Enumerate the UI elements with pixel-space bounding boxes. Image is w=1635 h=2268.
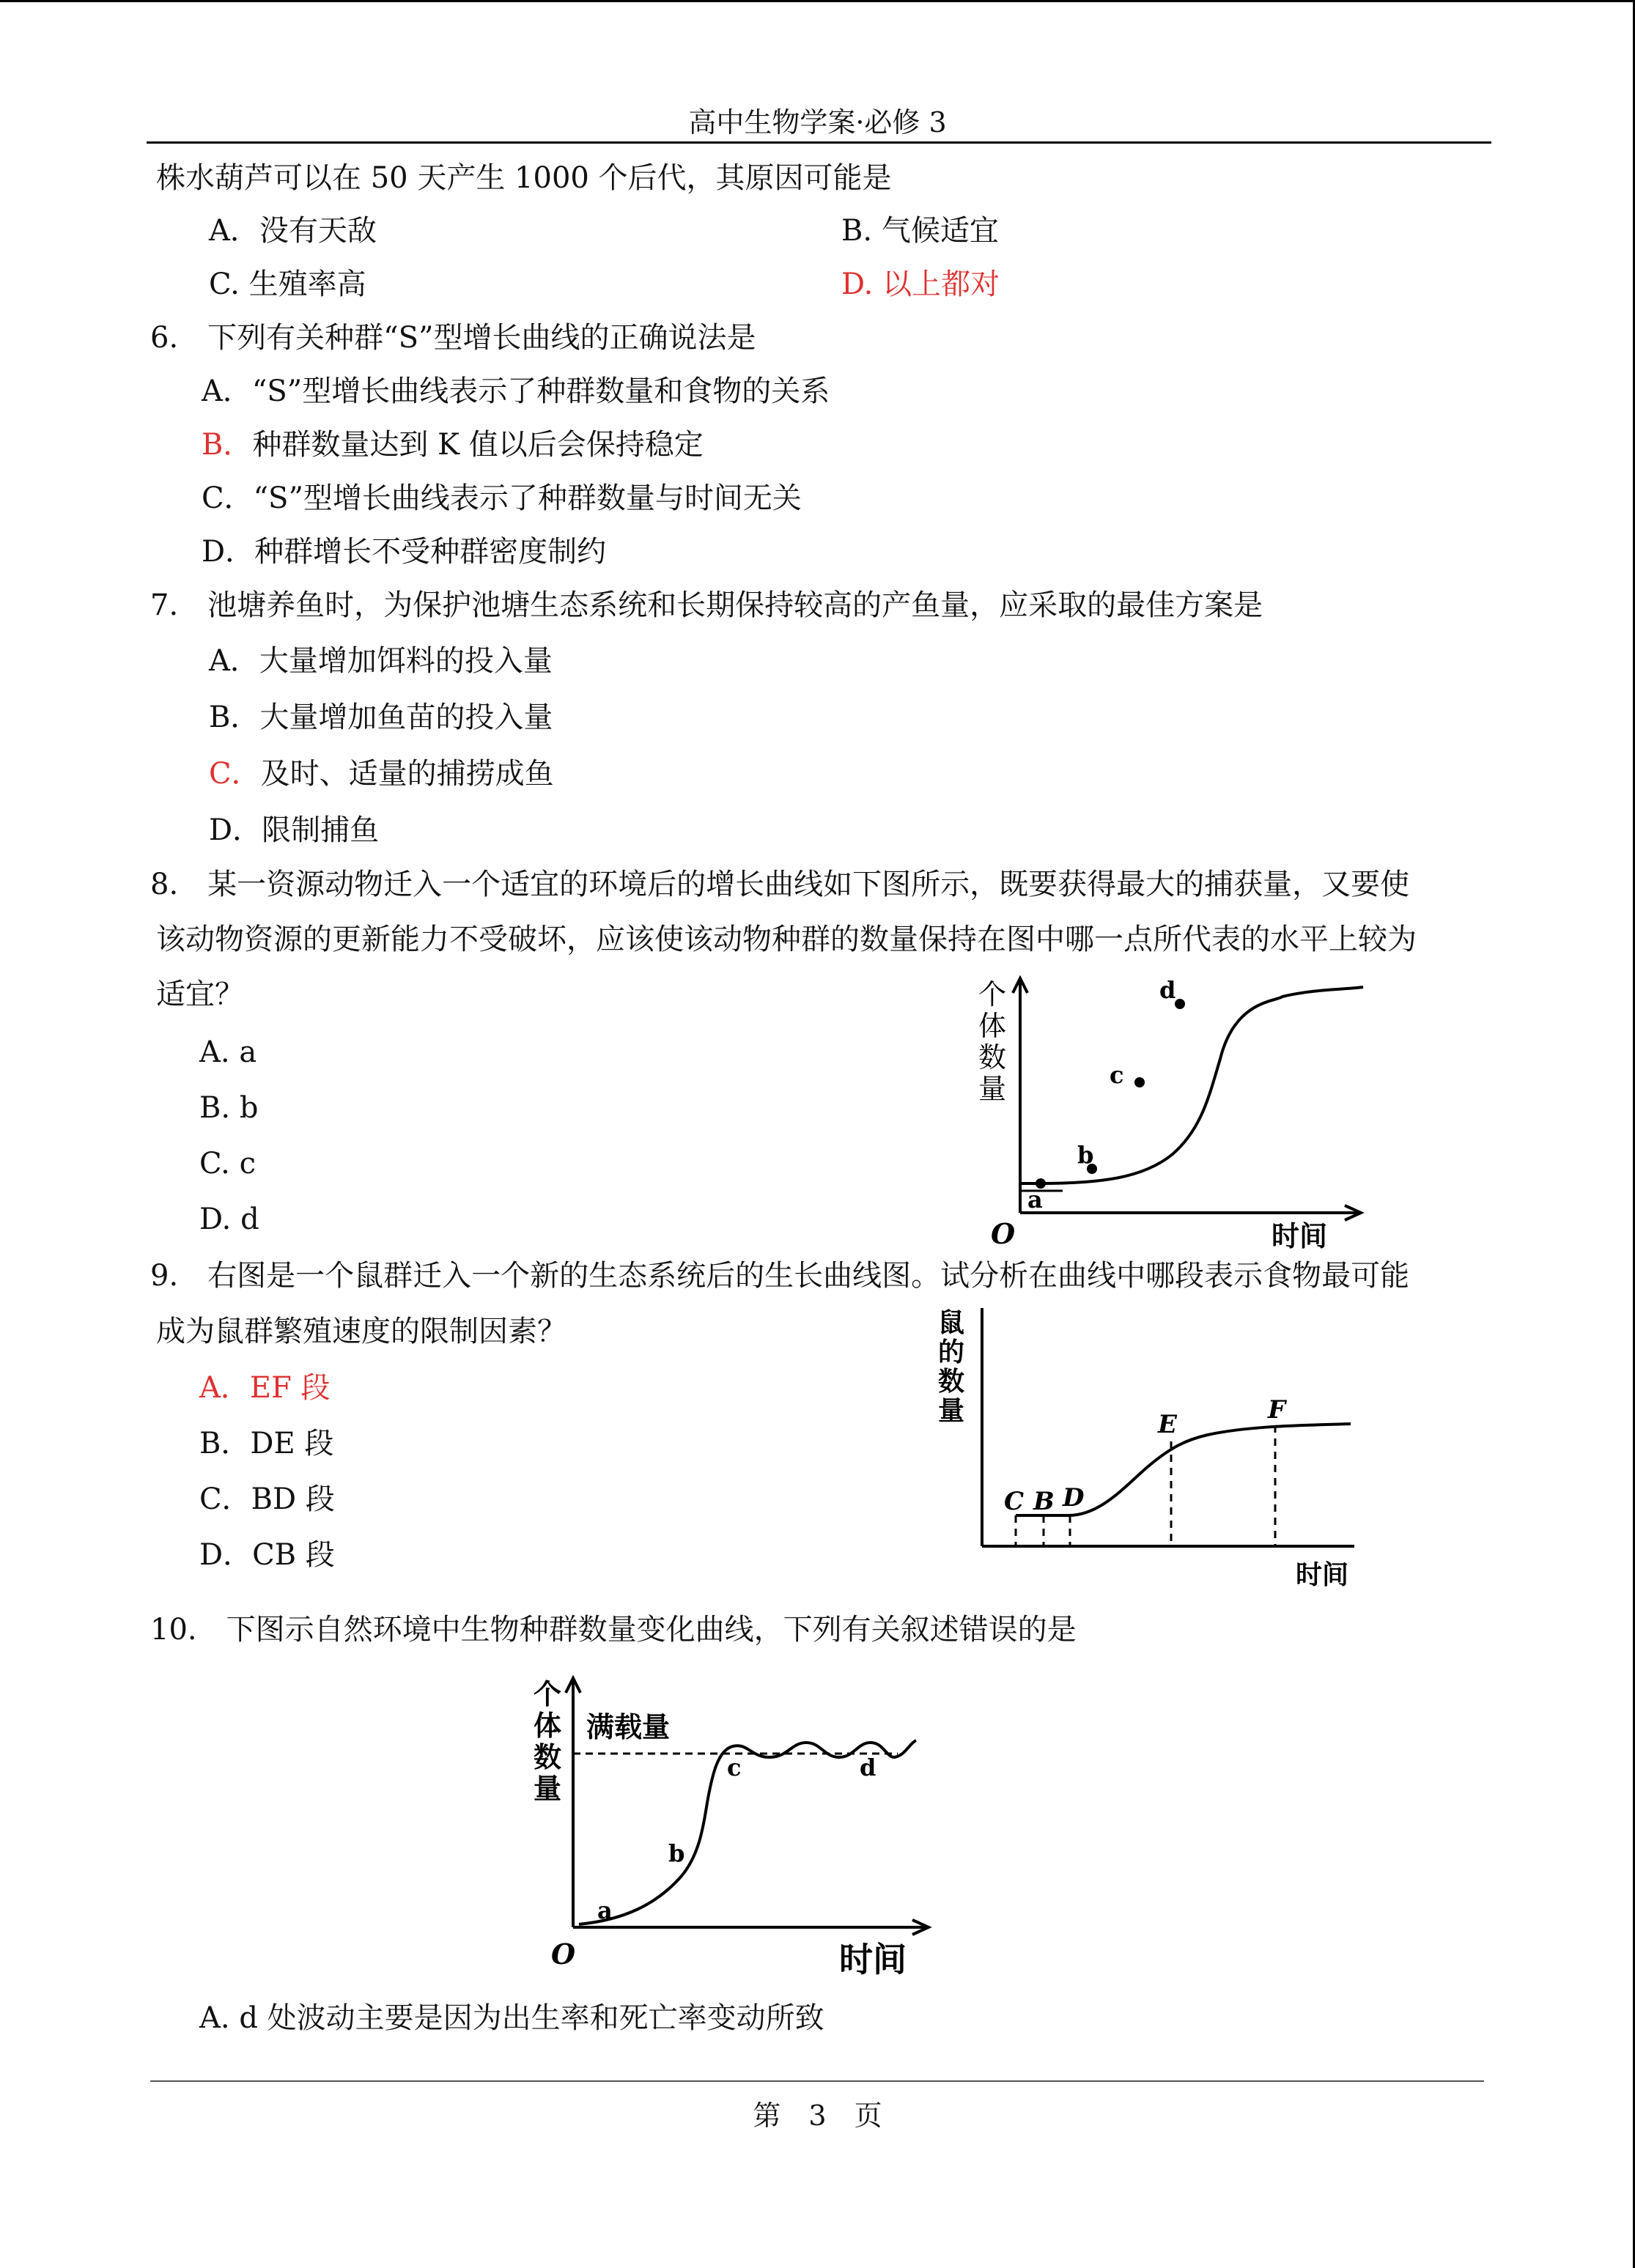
q6-option-b: B．种群数量达到 K 值以后会保持稳定 — [202, 428, 704, 462]
q7-option-a: A．大量增加饵料的投入量 — [209, 644, 553, 678]
q9-label-e: E — [1158, 1410, 1177, 1439]
q8-x-label: 时间 — [1272, 1219, 1328, 1252]
q6-stem: 6. 下列有关种群“S”型增长曲线的正确说法是 — [150, 321, 756, 355]
q8-y-label-4: 量 — [978, 1073, 1007, 1105]
q9-label-b: B — [1033, 1487, 1055, 1516]
q9-growth-figure — [929, 1301, 1387, 1594]
q10-stem: 10. 下图示自然环境中生物种群数量变化曲线，下列有关叙述错误的是 — [150, 1613, 1077, 1647]
q7-stem: 7. 池塘养鱼时，为保护池塘生态系统和长期保持较高的产鱼量，应采取的最佳方案是 — [150, 588, 1263, 622]
q7-option-c: C．及时、适量的捕捞成鱼 — [209, 757, 554, 791]
q10-label-c: c — [727, 1754, 742, 1781]
q8-option-b: B. b — [199, 1091, 259, 1125]
q9-option-c: C．BD 段 — [199, 1482, 335, 1516]
page-number: 第 3 页 — [753, 2099, 882, 2132]
q10-label-b: b — [668, 1839, 685, 1867]
q7-option-d: D．限制捕鱼 — [209, 813, 380, 847]
q8-option-a: A. a — [199, 1035, 257, 1069]
q9-y-label-4: 量 — [938, 1395, 965, 1426]
q8-growth-figure — [967, 971, 1378, 1253]
q9-stem-line-1: 9. 右图是一个鼠群迁入一个新的生态系统后的生长曲线图。试分析在曲线中哪段表示食物最可能 — [150, 1259, 1410, 1293]
q9-y-label-2: 的 — [938, 1337, 965, 1367]
q5-option-c: C. 生殖率高 — [209, 267, 366, 301]
q8-stem-line-2: 该动物资源的更新能力不受破坏，应该使该动物种群的数量保持在图中哪一点所代表的水平上较为 — [156, 923, 1417, 956]
q10-y-label-1: 个 — [534, 1677, 562, 1710]
q6-option-d: D．种群增长不受种群密度制约 — [202, 535, 607, 569]
q10-label-a: a — [597, 1896, 613, 1924]
q9-y-label-1: 鼠 — [938, 1307, 965, 1338]
q10-capacity-label: 满载量 — [586, 1710, 671, 1743]
q8-y-label-1: 个 — [978, 978, 1007, 1011]
q8-stem-line-3: 适宜？ — [156, 978, 244, 1011]
q8-origin-label: O — [991, 1217, 1016, 1250]
q10-y-label-4: 量 — [534, 1772, 562, 1805]
q10-y-label-2: 体 — [534, 1709, 562, 1742]
q5-option-a: A．没有天敌 — [209, 214, 377, 248]
q7-option-b: B．大量增加鱼苗的投入量 — [209, 701, 553, 734]
footer-rule — [150, 2080, 1484, 2082]
q8-label-d: d — [1159, 976, 1176, 1004]
page-border-top — [0, 0, 1635, 2]
q9-option-b: B．DE 段 — [199, 1427, 334, 1460]
q10-growth-figure — [528, 1671, 945, 1979]
q8-option-c: C. c — [199, 1147, 256, 1181]
q6-option-c: C．“S”型增长曲线表示了种群数量与时间无关 — [202, 481, 802, 515]
q8-label-a: a — [1027, 1186, 1043, 1214]
q9-label-c: C — [1004, 1487, 1025, 1516]
q9-label-f: F — [1268, 1395, 1286, 1425]
q10-y-label-3: 数 — [534, 1740, 562, 1773]
q8-option-d: D. d — [199, 1203, 259, 1236]
q8-label-c: c — [1110, 1061, 1124, 1089]
q9-option-d: D．CB 段 — [199, 1538, 335, 1572]
q10-option-a: A. d 处波动主要是因为出生率和死亡率变动所致 — [199, 2001, 824, 2035]
page-header-title: 高中生物学案·必修 3 — [688, 106, 947, 138]
q9-option-a: A．EF 段 — [199, 1371, 331, 1405]
q9-stem-line-2: 成为鼠群繁殖速度的限制因素？ — [156, 1315, 566, 1348]
q8-s-curve — [1020, 987, 1363, 1183]
q9-y-label-3: 数 — [938, 1366, 965, 1397]
q10-origin-label: O — [551, 1938, 576, 1970]
q5-option-b: B. 气候适宜 — [841, 214, 999, 248]
q8-point-d — [1175, 999, 1185, 1009]
q6-option-a: A．“S”型增长曲线表示了种群数量和食物的关系 — [202, 374, 830, 408]
q8-y-label-2: 体 — [978, 1010, 1007, 1042]
q8-point-c — [1134, 1077, 1145, 1087]
q10-label-d: d — [860, 1754, 876, 1781]
q10-x-label: 时间 — [839, 1940, 907, 1979]
q5-option-d: D. 以上都对 — [841, 267, 1000, 301]
header-rule — [147, 141, 1491, 144]
q5-stem: 株水葫芦可以在 50 天产生 1000 个后代，其原因可能是 — [156, 161, 892, 195]
q9-x-label: 时间 — [1296, 1559, 1349, 1590]
q8-label-b: b — [1077, 1141, 1094, 1169]
q8-stem-line-1: 8. 某一资源动物迁入一个适宜的环境后的增长曲线如下图所示，既要获得最大的捕获量，又要使 — [150, 868, 1410, 901]
q9-label-d: D — [1063, 1483, 1085, 1512]
q8-y-label-3: 数 — [978, 1041, 1007, 1074]
